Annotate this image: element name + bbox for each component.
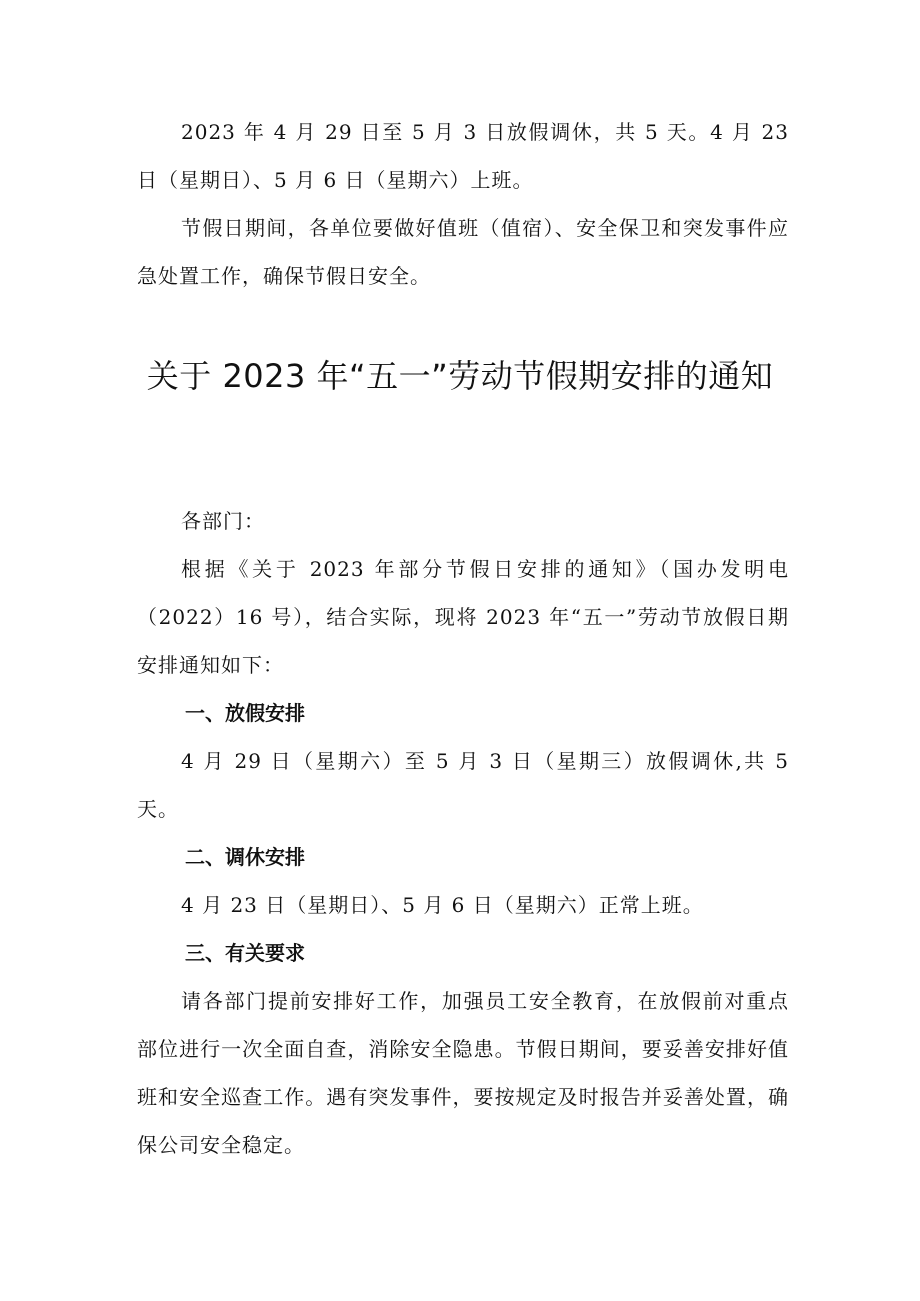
salutation: 各部门： (181, 509, 265, 533)
section-heading-holiday: 一、放假安排 (185, 701, 305, 725)
duty-requirement-paragraph: 节假日期间，各单位要做好值班（值宿）、安全保卫和突发事件应急处置工作，确保节假日安全。 (137, 216, 789, 288)
section-heading-requirements: 三、有关要求 (185, 941, 305, 965)
notice-body (137, 497, 789, 1169)
intro-paragraph: 根据《关于 2023 年部分节假日安排的通知》（国办发明电（2022）16 号），结合实际，现将 2023 年“五一”劳动节放假日期安排通知如下： (137, 557, 789, 677)
holiday-schedule-paragraph: 2023 年 4 月 29 日至 5 月 3 日放假调休，共 5 天。4 月 23 日（星期日）、5 月 6 日（星期六）上班。 (137, 120, 789, 192)
top-section (137, 108, 789, 300)
section-body-workday: 4 月 23 日（星期日）、5 月 6 日（星期六）正常上班。 (181, 893, 704, 917)
section-body-requirements: 请各部门提前安排好工作，加强员工安全教育，在放假前对重点部位进行一次全面自查，消除安全隐患。节假日期间，要妥善安排好值班和安全巡查工作。遇有突发事件，要按规定及时报告并妥善处置，确保公司安全稳定。 (137, 989, 789, 1157)
section-body-holiday: 4 月 29 日（星期六）至 5 月 3 日（星期三）放假调休,共 5 天。 (137, 749, 789, 821)
section-heading-workday: 二、调休安排 (185, 845, 305, 869)
notice-title: 关于 2023 年“五一”劳动节假期安排的通知 (146, 357, 774, 395)
